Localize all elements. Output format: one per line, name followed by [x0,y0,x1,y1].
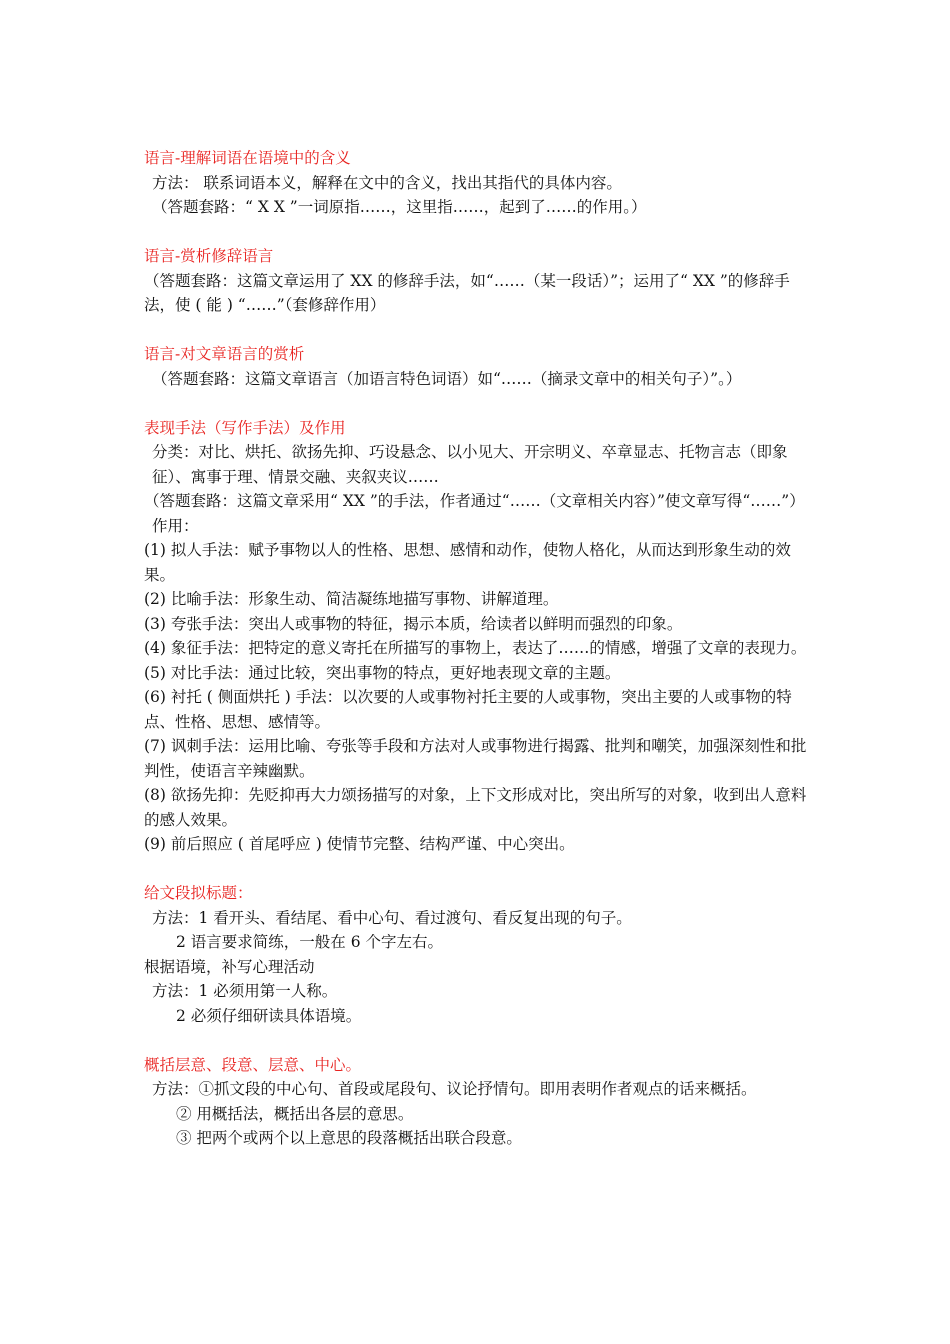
subheading-line: 根据语境，补写心理活动 [144,957,315,976]
method-line: 方法：①抓文段的中心句、首段或尾段句、议论抒情句。即用表明作者观点的话来概括。 [152,1080,757,1098]
section-summary [144,1053,812,1151]
list-item: (3) 夸张手法：突出人或事物的特征，揭示本质，给读者以鲜明而强烈的印象。 [144,614,683,633]
method-line: 方法：1 必须用第一人称。 [152,982,338,1000]
answer-template-line: （答题套路：这篇文章运用了 XX 的修辞手法，如“……（某一段话）”；运用了“ XX ”的修辞手法，使 ( 能 ) “……”（套修辞作用） [144,271,790,314]
section-heading: 语言-对文章语言的赏析 [144,345,305,363]
list-item: (1) 拟人手法：赋予事物以人的性格、思想、感情和动作，使物人格化，从而达到形象生动的效果。 [144,541,791,584]
answer-template-line: （答题套路：这篇文章语言（加语言特色词语）如“……（摘录文章中的相关句子）”。） [152,369,742,388]
list-item: (2) 比喻手法：形象生动、简洁凝练地描写事物、讲解道理。 [144,590,559,608]
answer-template-line: （答题套路：“ X X ”一词原指……，这里指……，起到了……的作用。） [152,198,647,216]
effect-label: 作用： [152,516,199,535]
answer-template-line: （答题套路：这篇文章采用“ XX ”的手法，作者通过“……（文章相关内容）”使文章写得“……”） [144,492,805,510]
list-item: (4) 象征手法：把特定的意义寄托在所描写的事物上，表达了……的情感，增强了文章的表现力。 [144,639,807,657]
document-page [144,146,812,1175]
list-item: (5) 对比手法：通过比较，突出事物的特点，更好地表现文章的主题。 [144,663,621,682]
method-line: 方法： 联系词语本义，解释在文中的含义，找出其指代的具体内容。 [152,173,622,192]
list-item: (7) 讽刺手法：运用比喻、夸张等手段和方法对人或事物进行揭露、批判和嘲笑，加强深刻性和批判性，使语言辛辣幽默。 [144,737,807,780]
method-line: 2 语言要求简练，一般在 6 个字左右。 [176,933,444,951]
method-line: 方法：1 看开头、看结尾、看中心句、看过渡句、看反复出现的句子。 [152,908,632,927]
method-line: ② 用概括法，概括出各层的意思。 [176,1104,414,1123]
classification-line: 分类：对比、烘托、欲扬先抑、巧设悬念、以小见大、开宗明义、卒章显志、托物言志（即象征）、寓事于理、情景交融、夹叙夹议…… [152,443,788,486]
section-language-appreciation [144,342,812,391]
list-item: (9) 前后照应 ( 首尾呼应 ) 使情节完整、结构严谨、中心突出。 [144,835,575,853]
section-heading: 表现手法（写作手法）及作用 [144,418,346,437]
section-heading: 概括层意、段意、层意、中心。 [144,1055,362,1074]
list-item: (6) 衬托 ( 侧面烘托 ) 手法：以次要的人或事物衬托主要的人或事物，突出主要的人或事物的特点、性格、思想、感情等。 [144,688,792,731]
section-heading: 语言-理解词语在语境中的含义 [144,149,351,167]
section-techniques [144,416,812,857]
section-heading: 给文段拟标题： [144,884,253,902]
method-line: ③ 把两个或两个以上意思的段落概括出联合段意。 [176,1129,522,1147]
section-heading: 语言-赏析修辞语言 [144,247,274,265]
method-line: 2 必须仔细研读具体语境。 [176,1006,362,1025]
section-titles [144,881,812,1028]
section-rhetoric [144,244,812,318]
section-word-meaning [144,146,812,220]
list-item: (8) 欲扬先抑：先贬抑再大力颂扬描写的对象，上下文形成对比，突出所写的对象，收到出人意料的感人效果。 [144,786,807,829]
